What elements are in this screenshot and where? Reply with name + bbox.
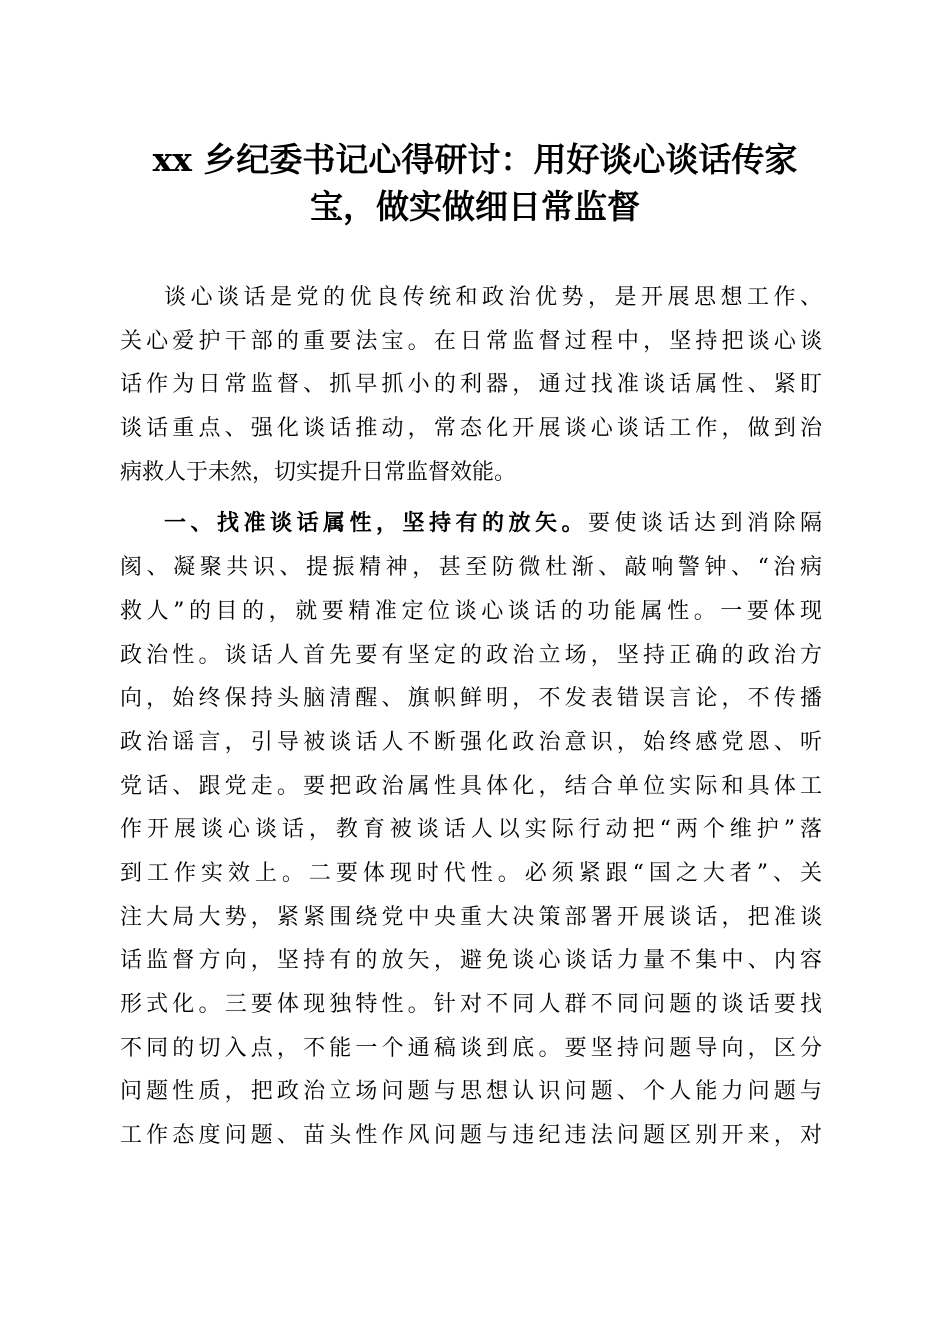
- text-line: 谈心谈话是党的优良传统和政治优势，是开展思想工作、: [164, 285, 822, 310]
- text-line: 作开展谈心谈话，教育被谈话人以实际行动把“两个维护”落: [120, 817, 822, 843]
- text-line: 党话、跟党走。要把政治属性具体化，结合单位实际和具体工: [120, 773, 822, 799]
- text-line: 话监督方向，坚持有的放矢，避免谈心谈话力量不集中、内容: [120, 948, 822, 974]
- text-line: 话作为日常监督、抓早抓小的利器，通过找准谈话属性、紧盯: [120, 372, 822, 398]
- text-line: 到工作实效上。二要体现时代性。必须紧跟“国之大者”、关: [120, 860, 822, 886]
- text-line: 工作态度问题、苗头性作风问题与违纪违法问题区别开来，对: [120, 1123, 822, 1149]
- document-title: [100, 136, 850, 230]
- text-span: 要使谈话达到消除隔: [587, 511, 822, 537]
- text-line: [120, 502, 822, 546]
- text-line: 形式化。三要体现独特性。针对不同人群不同问题的谈话要找: [120, 992, 822, 1017]
- text-line: 注大局大势，紧紧围绕党中央重大决策部署开展谈话，把准谈: [120, 904, 822, 930]
- text-line: 救人”的目的，就要精准定位谈心谈话的功能属性。一要体现: [120, 598, 822, 624]
- text-line: 政治谣言，引导被谈话人不断强化政治意识，始终感党恩、听: [120, 729, 822, 755]
- paragraph-1: [120, 276, 822, 494]
- text-line: 不同的切入点，不能一个通稿谈到底。要坚持问题导向，区分: [120, 1035, 822, 1061]
- section-heading: 一、找准谈话属性，坚持有的放矢。: [164, 510, 588, 537]
- text-line: 病救人于未然，切实提升日常监督效能。: [120, 459, 517, 485]
- text-line: 问题性质，把政治立场问题与思想认识问题、个人能力问题与: [120, 1079, 822, 1105]
- text-line: 政治性。谈话人首先要有坚定的政治立场，坚持正确的政治方: [120, 642, 822, 668]
- text-line: 谈话重点、强化谈话推动，常态化开展谈心谈话工作，做到治: [120, 416, 822, 442]
- paragraph-2: [120, 502, 822, 1157]
- document-body: [120, 276, 822, 1158]
- title-line: xx 乡纪委书记心得研讨：用好谈心谈话传家: [152, 140, 798, 179]
- text-line: 向，始终保持头脑清醒、旗帜鲜明，不发表错误言论，不传播: [120, 686, 822, 712]
- text-line: 阂、凝聚共识、提振精神，甚至防微杜渐、敲响警钟、“治病: [120, 555, 822, 581]
- text-line: 关心爱护干部的重要法宝。在日常监督过程中，坚持把谈心谈: [120, 328, 822, 354]
- title-line: 宝，做实做细日常监督: [310, 187, 640, 226]
